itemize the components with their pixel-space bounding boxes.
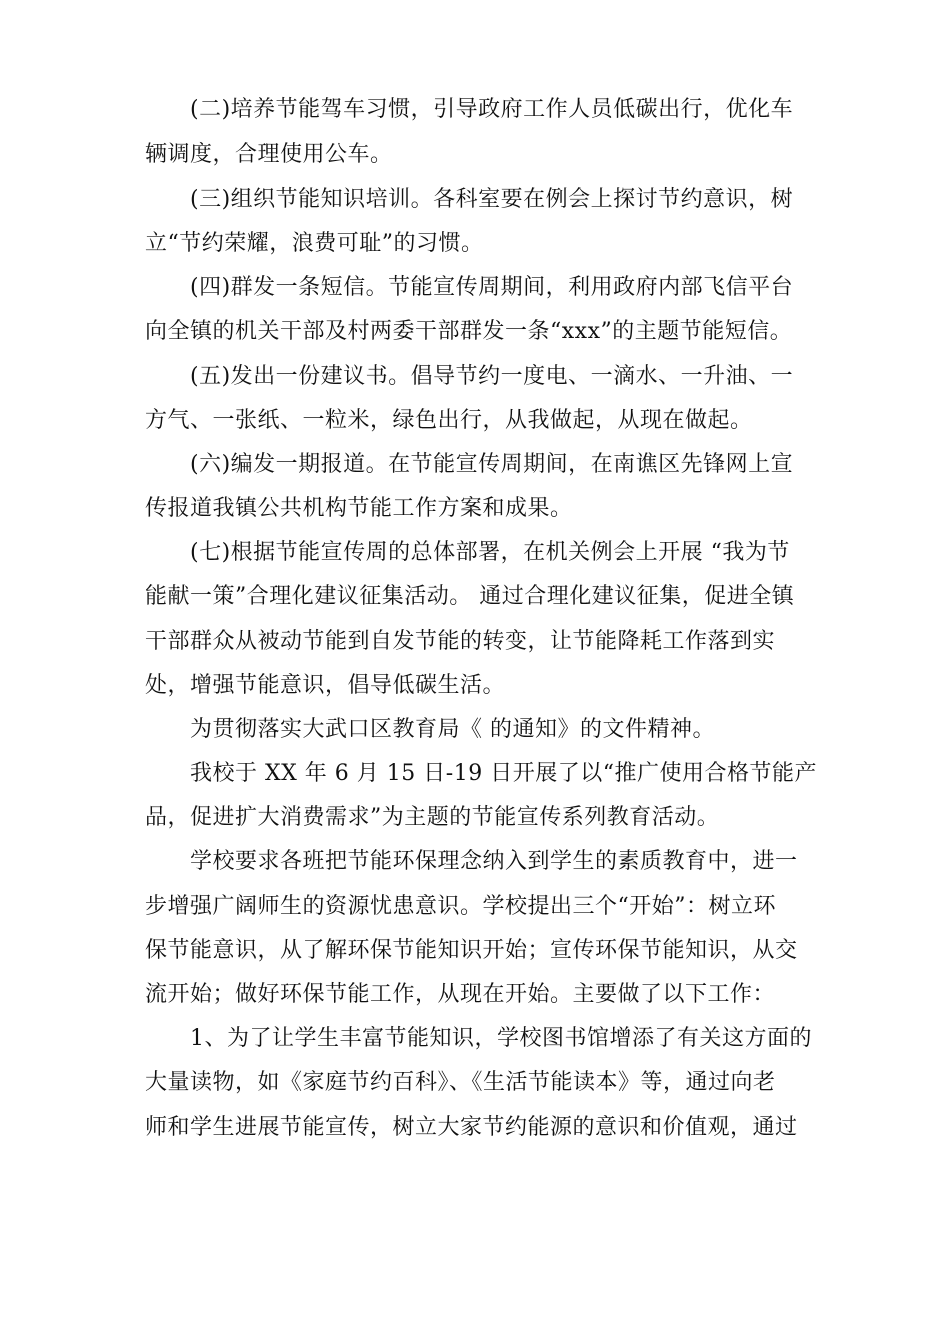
text-line: 1、为了让学生丰富节能知识，学校图书馆增添了有关这方面的 xyxy=(190,1026,812,1051)
text-line: 保节能意识，从了解环保节能知识开始；宣传环保节能知识，从交 xyxy=(145,938,798,963)
text-line: (三)组织节能知识培训。各科室要在例会上探讨节约意识，树 xyxy=(190,187,794,212)
text-line: 流开始；做好环保节能工作，从现在开始。主要做了以下工作： xyxy=(145,982,776,1007)
text-line: (二)培养节能驾车习惯，引导政府工作人员低碳出行，优化车 xyxy=(190,97,794,122)
text-line: (五)发出一份建议书。倡导节约一度电、一滴水、一升油、一 xyxy=(190,364,794,389)
text-line: 处，增强节能意识，倡导低碳生活。 xyxy=(145,673,506,698)
text-line: 辆调度，合理使用公车。 xyxy=(145,142,393,167)
text-line: 能献一策”合理化建议征集活动。 通过合理化建议征集，促进全镇 xyxy=(145,584,795,609)
text-line: 学校要求各班把节能环保理念纳入到学生的素质教育中，进一 xyxy=(190,849,798,874)
text-line: 品，促进扩大消费需求”为主题的节能宣传系列教育活动。 xyxy=(145,805,720,830)
text-line: 传报道我镇公共机构节能工作方案和成果。 xyxy=(145,496,573,521)
text-line: 步增强广阔师生的资源忧患意识。学校提出三个“开始”：树立环 xyxy=(145,894,776,919)
text-line: 大量读物，如《家庭节约百科》、《生活节能读本》等，通过向老 xyxy=(145,1070,776,1095)
text-line: (六)编发一期报道。在节能宣传周期间，在南谯区先锋网上宣 xyxy=(190,452,794,477)
text-line: 干部群众从被动节能到自发节能的转变，让节能降耗工作落到实 xyxy=(145,629,776,654)
text-line: 师和学生进展节能宣传，树立大家节约能源的意识和价值观，通过 xyxy=(145,1115,798,1140)
text-line: 方气、一张纸、一粒米，绿色出行，从我做起，从现在做起。 xyxy=(145,408,753,433)
text-line: (七)根据节能宣传周的总体部署，在机关例会上开展 “我为节 xyxy=(190,540,790,565)
text-line: 向全镇的机关干部及村两委干部群发一条“xxx”的主题节能短信。 xyxy=(145,319,793,344)
text-line: 我校于 XX 年 6 月 15 日-19 日开展了以“推广使用合格节能产 xyxy=(190,761,817,786)
text-line: 为贯彻落实大武口区教育局《 的通知》的文件精神。 xyxy=(190,717,715,742)
text-line: 立“节约荣耀，浪费可耻”的习惯。 xyxy=(145,231,484,256)
text-line: (四)群发一条短信。节能宣传周期间，利用政府内部飞信平台 xyxy=(190,275,794,300)
